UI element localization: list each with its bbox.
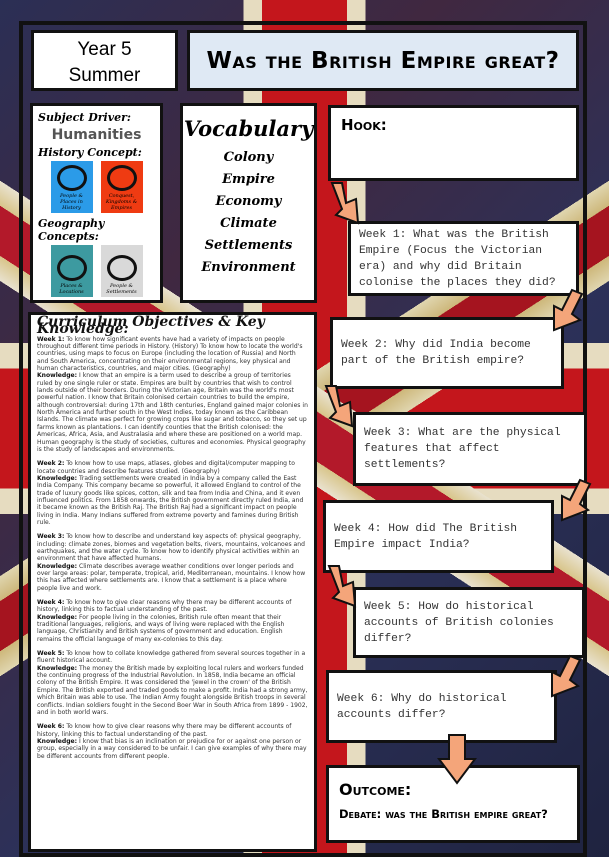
vocabulary-title: Vocabulary xyxy=(183,116,314,141)
knowledge-text: I know that an empire is a term used to describe a group of territories ruled by one single ruler or state. Empires are built by countries that wish to control lands outside of their borders. During the Victorian age, Britain was the world's most powerful nation. I know that Britain colonised certain countries to build the empire, although controversial: during 17th and 18th centuries, England gained major colonies in North America and further south in the West Indies, today known as the Caribbean Islands. The climate was perfect for growing crops like sugar and tobacco, so they set up farms known as plantations. I can identify counties that the British colonised: the Americas, Africa, Asia, and Australasia and where these are positioned on a world map. Human geography is the study of societies, cultures and economies. Physical geography is the study of landscapes and environments. xyxy=(37,372,308,453)
people-places-icon: People & Places in History xyxy=(51,161,93,213)
vocabulary-box xyxy=(180,103,317,303)
vocab-word: Settlements xyxy=(204,238,293,253)
curriculum-week-3 xyxy=(37,533,308,592)
hook-box xyxy=(328,105,579,181)
year-label: Year 5 xyxy=(77,39,132,60)
arrow-down-right-icon xyxy=(328,183,364,227)
week-label: Week 3: xyxy=(37,533,65,541)
vocab-word: Colony xyxy=(223,150,274,165)
arrow-down-left-icon xyxy=(548,290,584,334)
week-label: Week 4: xyxy=(37,599,65,607)
hook-label: Hook: xyxy=(341,116,387,134)
week-5-box: Week 5: How do historical accounts of British colonies differ? xyxy=(353,587,585,658)
curriculum-box xyxy=(28,312,317,852)
week-label: Week 1: xyxy=(37,335,65,343)
outcome-label: Outcome: xyxy=(339,780,412,799)
history-concept-label: History Concept: xyxy=(38,146,142,159)
objective-text: To know how significant events have had a variety of impacts on people throughout different time periods in History. (History) To know how to locate the world's countries, using maps to focus on Europe (including the location of Russia) and North and South America, concentrating on their environmental regions, key physical and human characteristics, countries, and major cities. (Geography) xyxy=(37,335,303,373)
subject-driver-label: Subject Driver: xyxy=(38,111,131,124)
map-pins-icon: Places & Locations xyxy=(51,245,93,297)
vocab-word: Climate xyxy=(220,216,277,231)
trophy-icon: Conquest, Kingdoms & Empires xyxy=(101,161,143,213)
page-title: Was the British Empire great? xyxy=(187,30,579,91)
knowledge-label: Knowledge: xyxy=(37,474,78,482)
outcome-text: Debate: was the British empire great? xyxy=(339,807,548,821)
curriculum-week-2 xyxy=(37,460,308,526)
knowledge-label: Knowledge: xyxy=(37,372,78,380)
knowledge-text: I know that bias is an inclination or prejudice for or against one person or group, especially in a way considered to be unfair. I can give examples of why there may be different accounts from different people. xyxy=(37,737,307,760)
objective-text: To know how to collate knowledge gathered from several sources together in a fluent historical account. xyxy=(37,650,306,665)
week-2-box: Week 2: Why did India become part of the British empire? xyxy=(330,317,564,389)
subject-driver-box xyxy=(30,103,163,303)
subject-driver: Humanities xyxy=(51,127,142,143)
arrow-down-left-icon xyxy=(556,480,592,524)
geography-concept-label: Geography Concepts: xyxy=(38,217,105,243)
curriculum-week-5 xyxy=(37,650,308,716)
objective-text: To know how to give clear reasons why there may be different accounts of history, linking this to factual understanding of the past. xyxy=(37,723,292,738)
curriculum-week-1 xyxy=(37,336,308,454)
week-4-box: Week 4: How did The British Empire impact India? xyxy=(323,500,554,573)
week-6-box: Week 6: Why do historical accounts differ? xyxy=(326,670,557,743)
knowledge-label: Knowledge: xyxy=(37,664,78,672)
vocab-word: Empire xyxy=(222,172,275,187)
knowledge-label: Knowledge: xyxy=(37,737,78,745)
knowledge-text: Climate describes average weather conditions over longer periods and over large areas: polar, temperate, tropical, arid, Mediterranean, mountains. I know how this has affected where settlements are. I know that a settlement is a place where people live and work. xyxy=(37,562,306,592)
curriculum-week-4 xyxy=(37,599,308,643)
curriculum-title: Curriculum Objectives & Key Knowledge: xyxy=(37,314,265,338)
arrow-down-icon xyxy=(437,735,477,785)
curriculum-week-6 xyxy=(37,723,308,760)
knowledge-text: The money the British made by exploiting local rulers and workers funded the continuing progress of the Industrial Revolution. In 1858, India became an official colony of the British Empire. It was considered the 'jewel in the crown' of the British Empire. The British exported and traded goods to make a profit. India had a strong army, which Britain was able to use. The Indian Army fought alongside British troops in several conflicts. Indian soldiers fought in the Second Boer War in South Africa from 1899 - 1902, and in both world wars. xyxy=(37,664,308,716)
week-1-box: Week 1: What was the British Empire (Focus the Victorian era) and why did Britain colonise the places they did? xyxy=(348,221,579,296)
week-label: Week 5: xyxy=(37,650,65,658)
knowledge-text: Trading settlements were created in India by a company called the East India Company. This company became so powerful, it allowed England to control of the trade of luxury goods like spices, cotton, silk and tea from India and China, and it even influenced politics. From 1858 onwards, the British government directly ruled India, and it became known as the British Raj. The British Raj had a significant impact on people living in India. Many Indians suffered from extreme poverty and famines during British rule. xyxy=(37,474,304,526)
term-label: Summer xyxy=(68,65,141,86)
vocab-word: Economy xyxy=(215,194,282,209)
knowledge-label: Knowledge: xyxy=(37,562,78,570)
settlement-icon: People & Settlements xyxy=(101,245,143,297)
objective-text: To know how to use maps, atlases, globes and digital/computer mapping to locate countries and describe features studied. (Geography) xyxy=(37,460,296,475)
arrow-down-right-icon xyxy=(325,566,361,610)
arrow-down-left-icon xyxy=(546,656,582,700)
arrow-down-right-icon xyxy=(322,386,358,430)
week-label: Week 6: xyxy=(37,723,65,731)
objective-text: To know how to describe and understand key aspects of: physical geography, including: climate zones, biomes and vegetation belts, rivers, mountains, volcanoes and earthquakes, and the water cycle. To know how to identify physical activities within an environment that have affected humans. xyxy=(37,533,305,563)
week-label: Week 2: xyxy=(37,460,65,468)
knowledge-text: For people living in the colonies, British rule often meant that their traditional languages, religions, and ways of living were replaced with the English language, Christianity and British systems of government and education. English remains the official language of many ex-colonies to this day. xyxy=(37,613,285,643)
knowledge-label: Knowledge: xyxy=(37,613,78,621)
vocab-word: Environment xyxy=(201,260,296,275)
objective-text: To know how to give clear reasons why there may be different accounts of history, linking this to factual understanding of the past. xyxy=(37,599,292,614)
year-term-box xyxy=(31,30,178,91)
week-3-box: Week 3: What are the physical features that affect settlements? xyxy=(353,412,587,486)
